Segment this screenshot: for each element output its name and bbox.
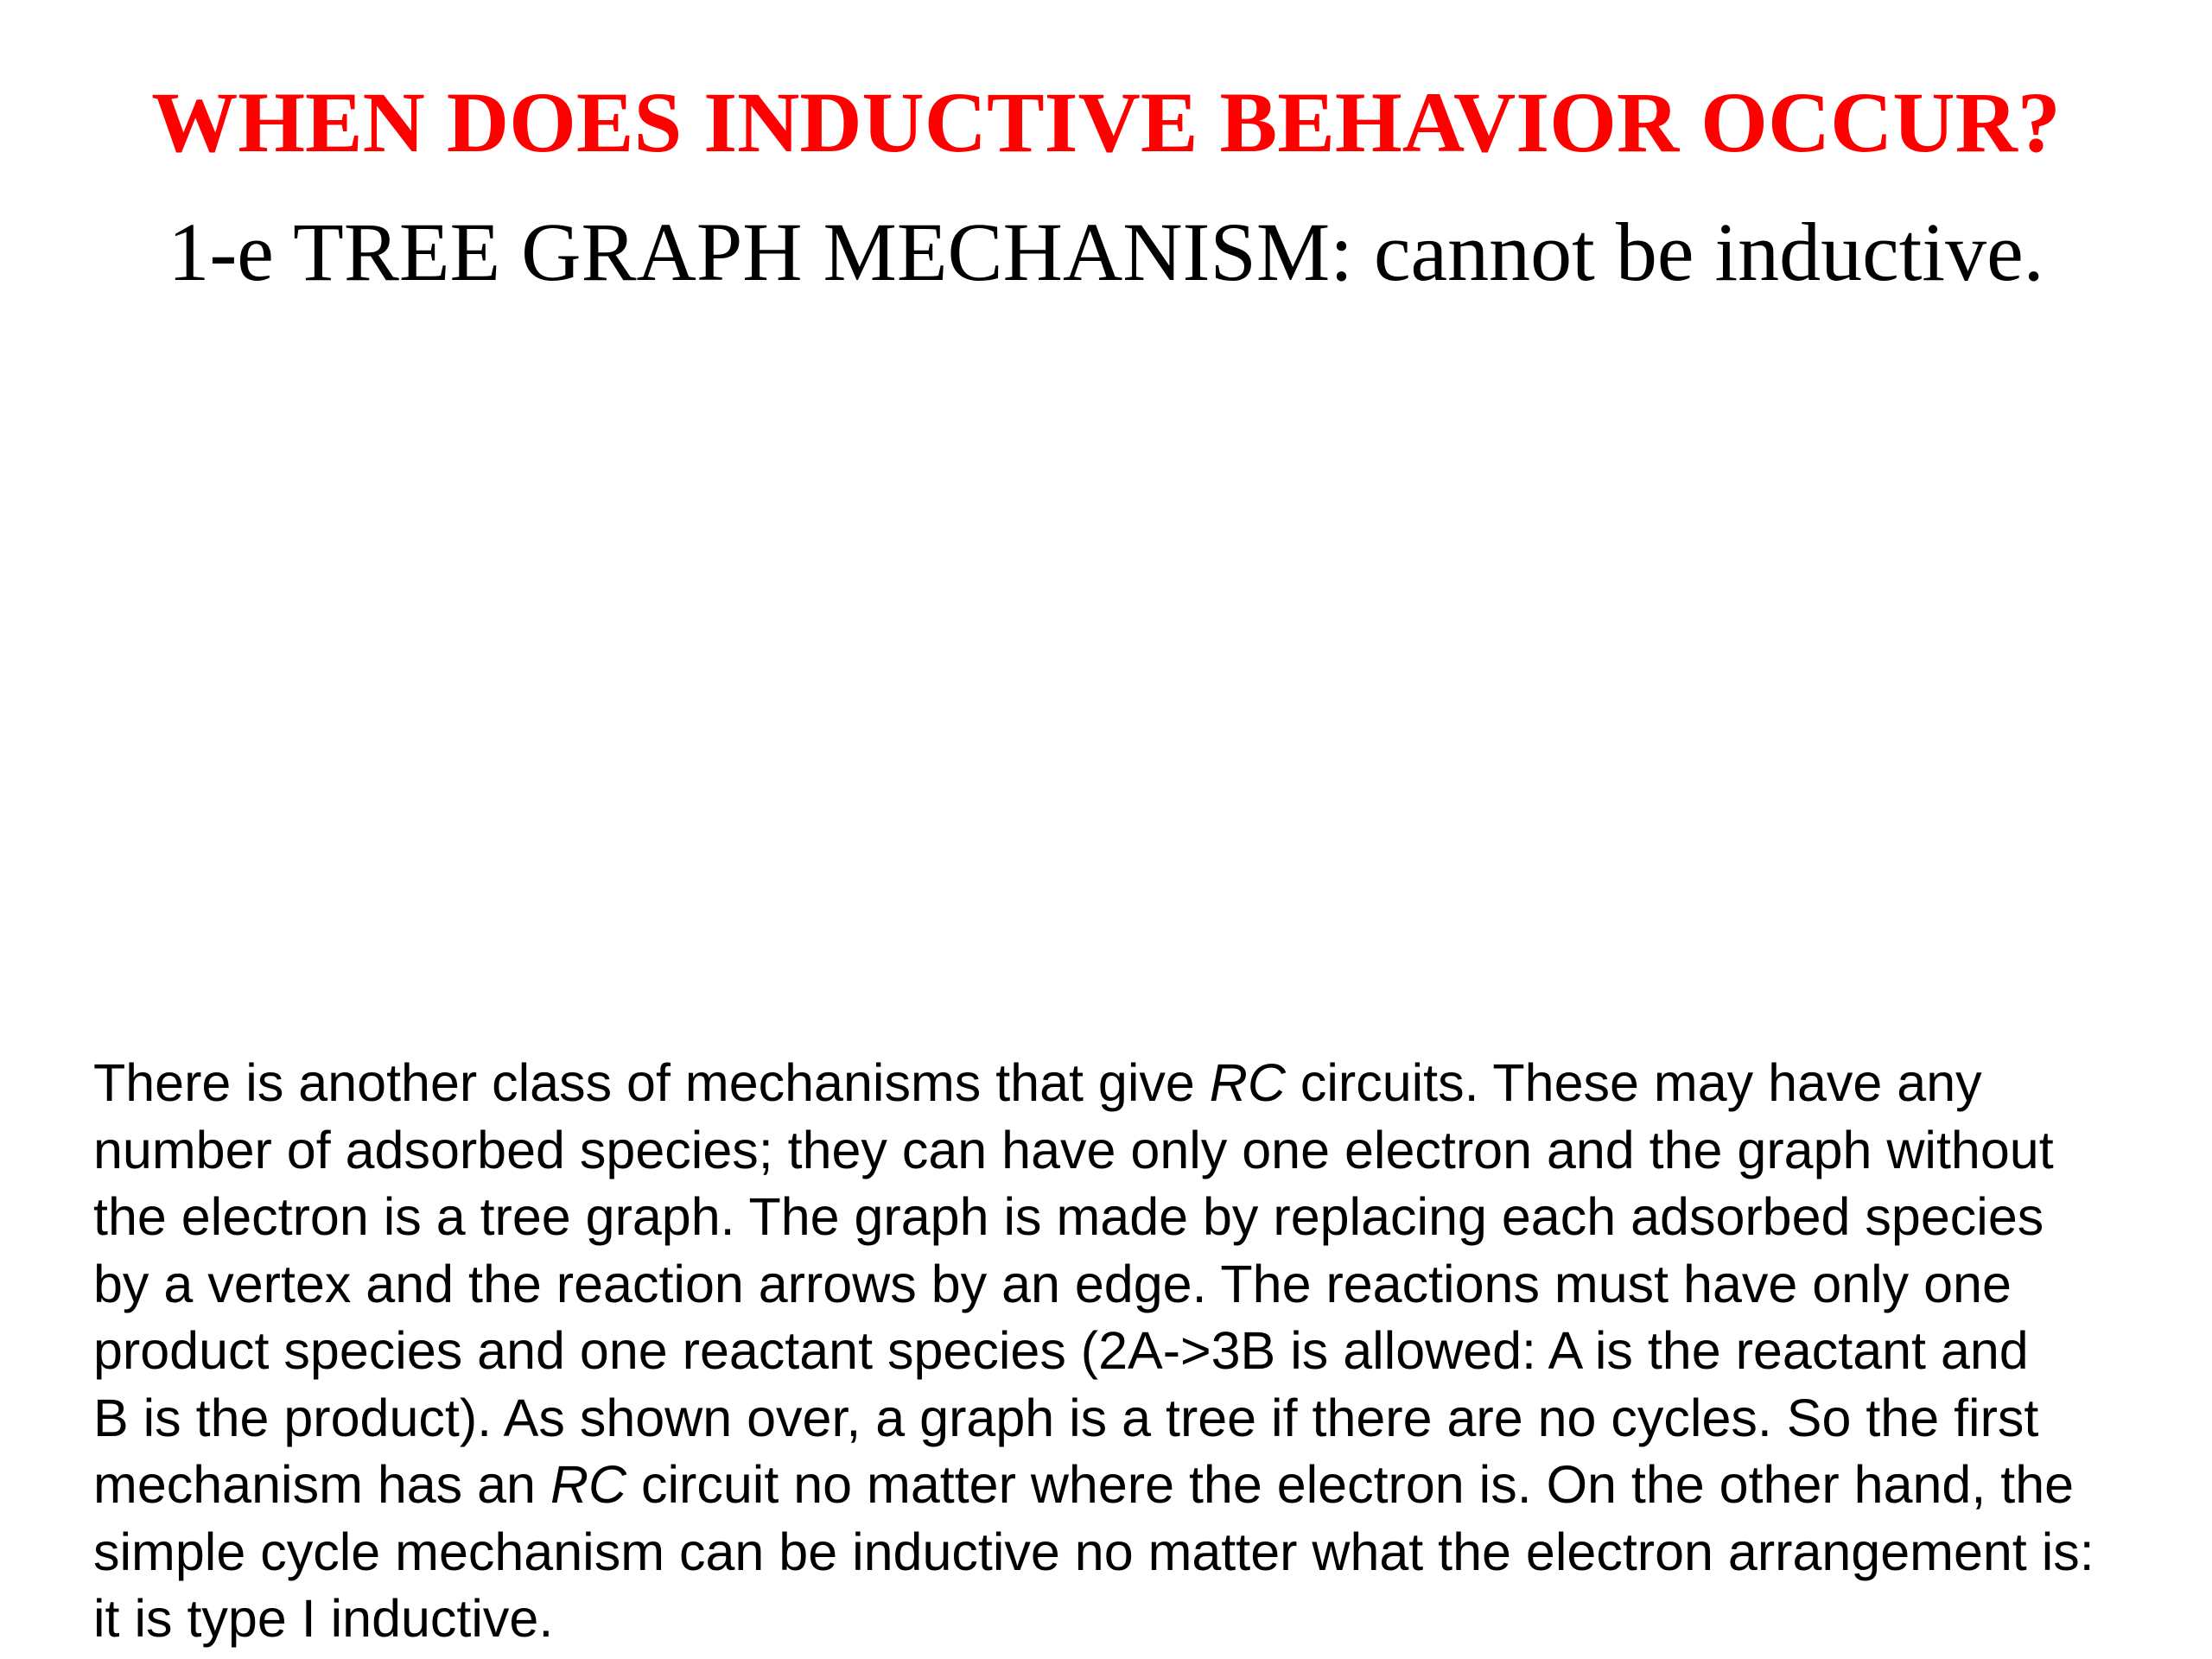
slide-title: WHEN DOES INDUCTIVE BEHAVIOR OCCUR? [151,74,2061,170]
blank-diagram-area [86,328,2126,1020]
body-line-6: B is the product). As shown over, a graph is a tree if there are no cycles. So the first [93,1388,2039,1447]
body-line-1: There is another class of mechanisms that give RC circuits. These may have any [93,1053,1982,1112]
body-line-2: number of adsorbed species; they can have only one electron and the graph without [93,1120,2054,1179]
slide-subtitle: 1-e TREE GRAPH MECHANISM: cannot be inductive. [168,206,2044,298]
rc-term: RC [1209,1053,1286,1112]
body-line-5: product species and one reactant species (2A->3B is allowed: A is the reactant and [93,1321,2029,1380]
body-line-3: the electron is a tree graph. The graph is made by replacing each adsorbed species [93,1187,2044,1246]
body-line-8: simple cycle mechanism can be inductive no matter what the electron arrangement is: [93,1522,2094,1581]
body-line-7: mechanism has an RC circuit no matter where the electron is. On the other hand, the [93,1455,2075,1514]
body-line-9: it is type I inductive. [93,1589,554,1648]
rc-term: RC [550,1455,627,1514]
body-line-4: by a vertex and the reaction arrows by an edge. The reactions must have only one [93,1254,2012,1313]
body-paragraph [93,1050,2202,1653]
